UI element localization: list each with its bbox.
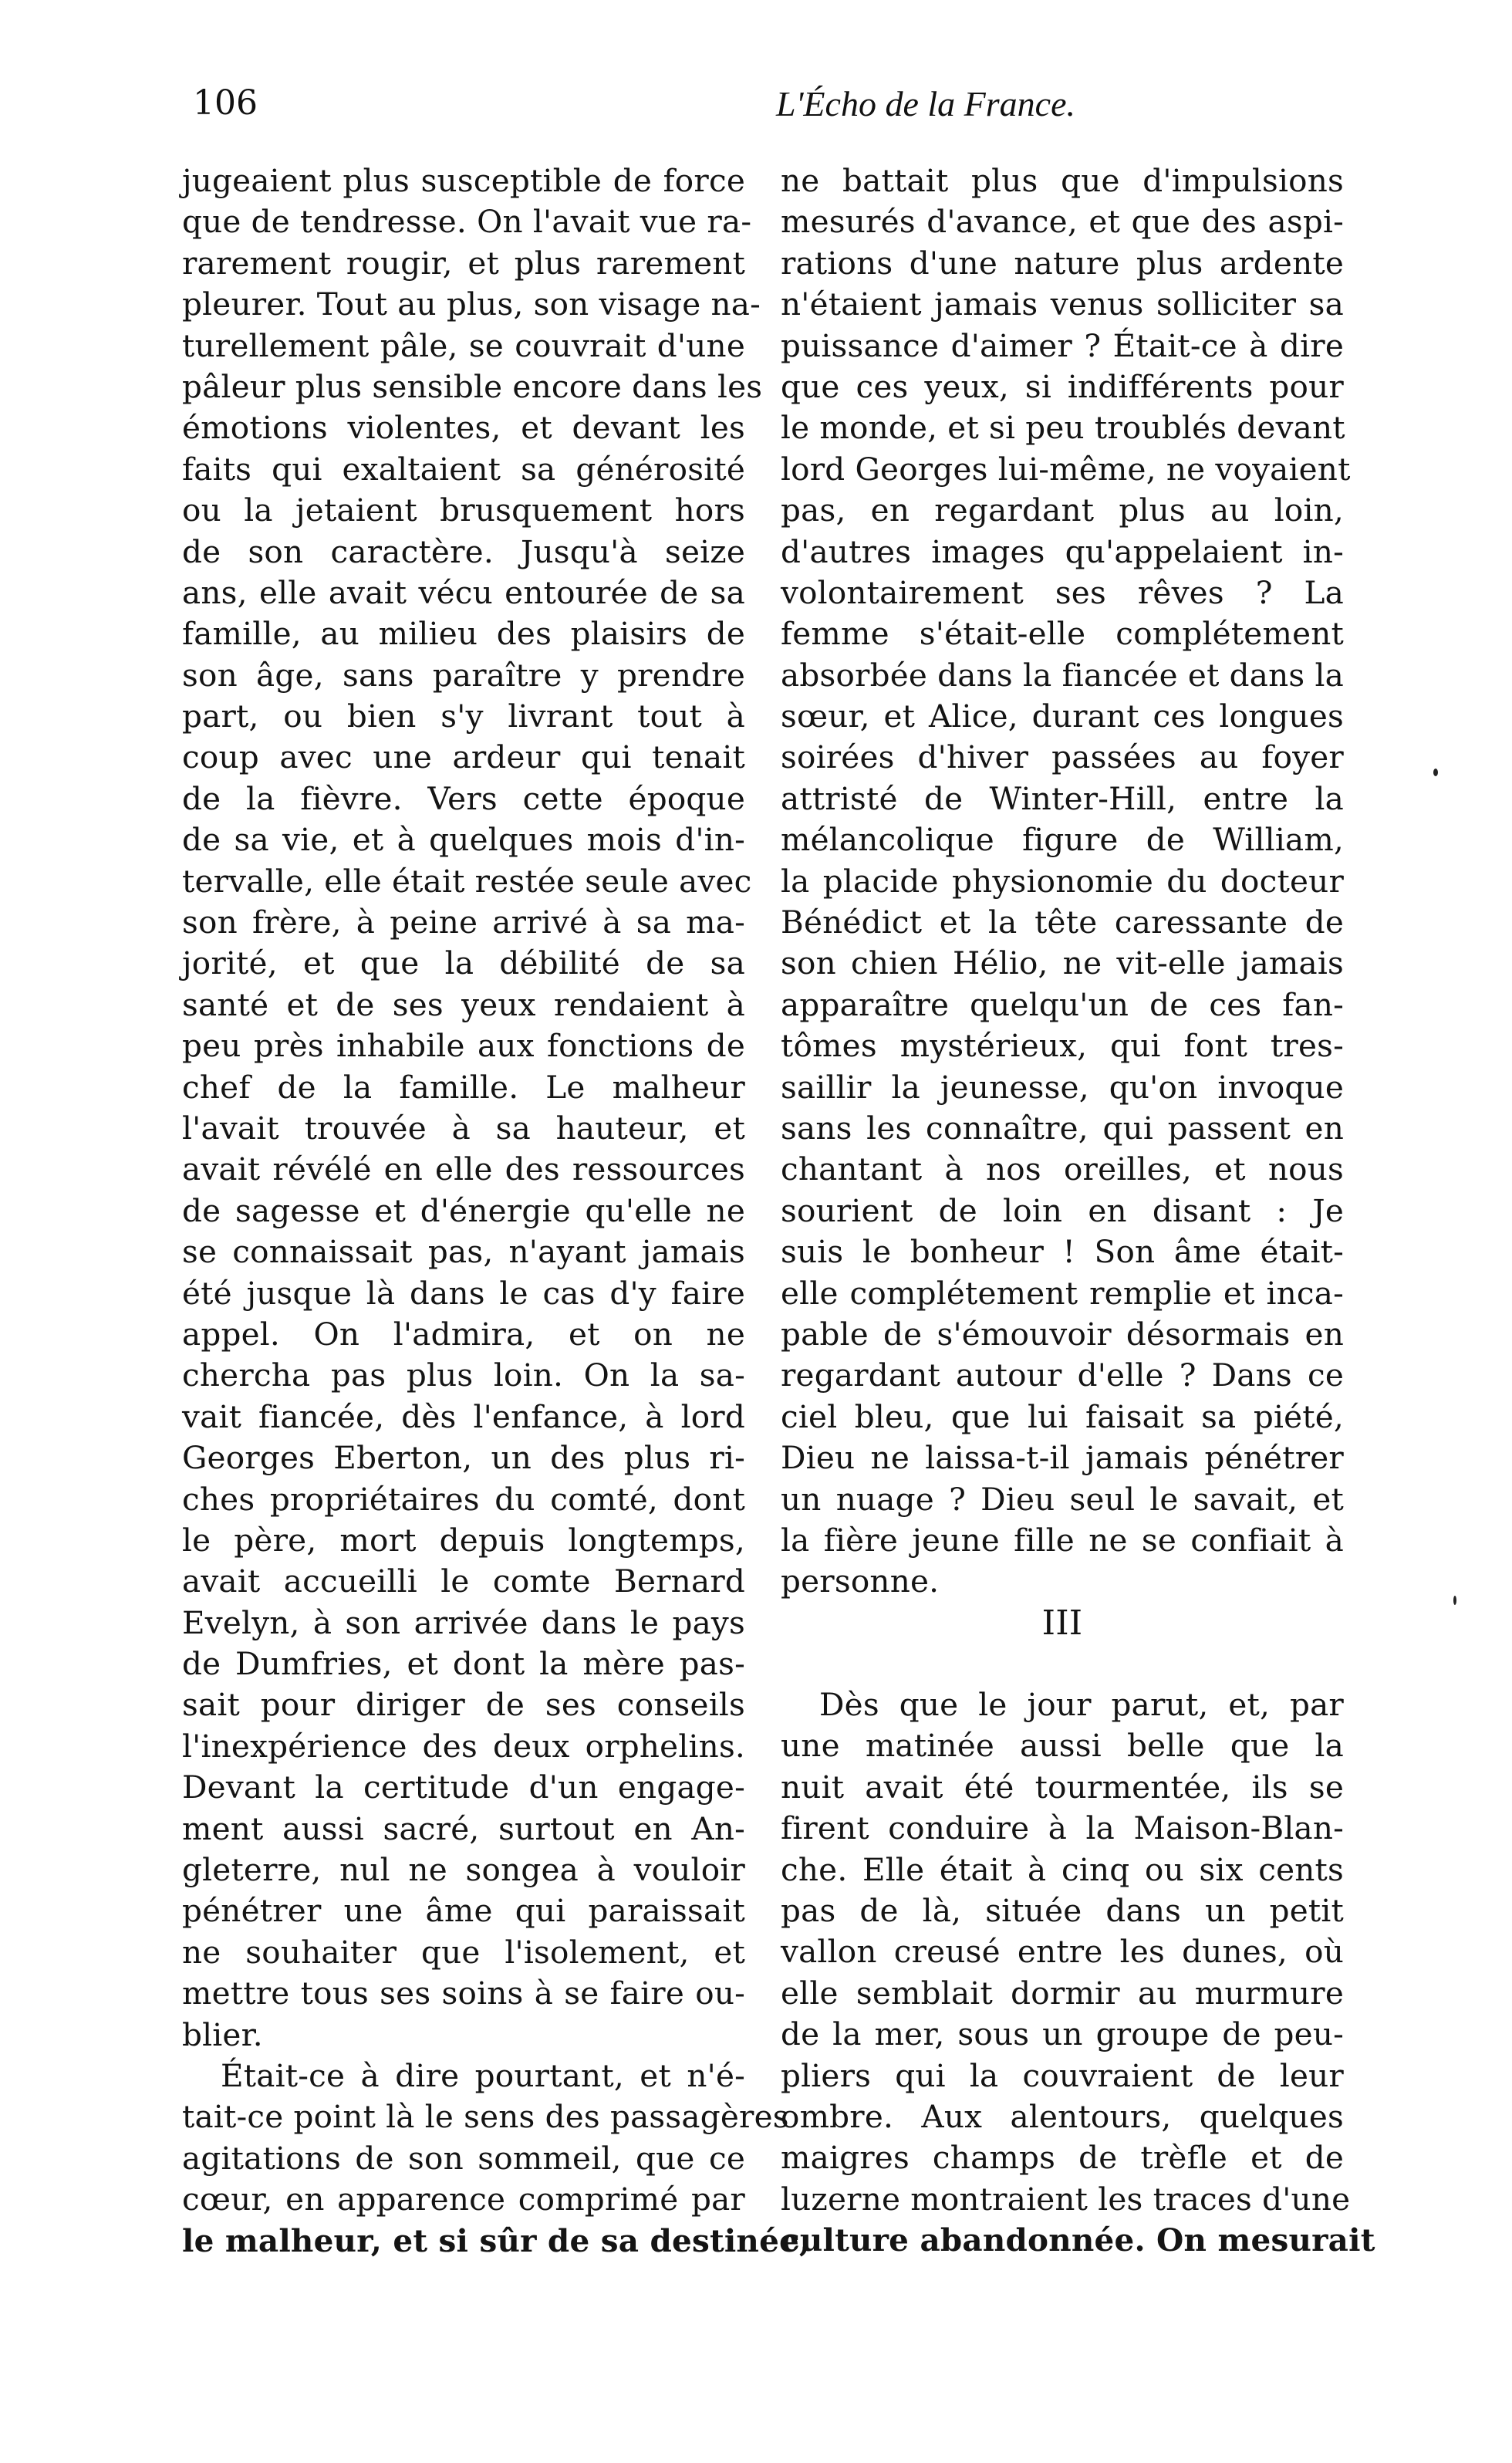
text-line: une matinée aussi belle que la <box>781 1727 1344 1765</box>
running-title: L'Écho de la France. <box>776 84 1075 123</box>
text-line: rations d'une nature plus ardente <box>781 244 1344 282</box>
text-line: absorbée dans la fiancée et dans la <box>781 656 1344 694</box>
text-line: che. Elle était à cinq ou six cents <box>781 1850 1344 1888</box>
text-line: ment aussi sacré, surtout en An- <box>182 1809 745 1847</box>
text-line: émotions violentes, et devant les <box>182 409 745 447</box>
text-line: de Dumfries, et dont la mère pas- <box>182 1645 745 1683</box>
text-line: attristé de Winter-Hill, entre la <box>781 779 1344 817</box>
text-line: pable de s'émouvoir désormais en <box>781 1315 1344 1353</box>
text-line: gleterre, nul ne songea à vouloir <box>182 1851 745 1889</box>
text-line: Était-ce à dire pourtant, et n'é- <box>221 2056 745 2094</box>
text-line: mettre tous ses soins à se faire ou- <box>182 1975 745 2012</box>
text-line: blier. <box>182 2015 263 2053</box>
right-column-top <box>781 160 1351 1603</box>
text-line: Bénédict et la tête caressante de <box>781 904 1344 941</box>
text-line: cœur, en apparence comprimé par <box>182 2181 745 2218</box>
text-line: Dès que le jour parut, et, par <box>819 1686 1344 1724</box>
text-line: tait-ce point là le sens des passagères <box>182 2098 789 2136</box>
text-line: mesurés d'avance, et que des aspi- <box>781 203 1344 241</box>
text-line: lord Georges lui-même, ne voyaient <box>781 450 1351 488</box>
right-column <box>781 160 1375 2262</box>
text-line: volontairement ses rêves ? La <box>781 573 1344 611</box>
text-line: jugeaient plus susceptible de force <box>182 162 745 199</box>
text-line: se connaissait pas, n'ayant jamais <box>182 1233 745 1271</box>
text-line: firent conduire à la Maison-Blan- <box>781 1809 1344 1847</box>
text-line: ne battait plus que d'impulsions <box>781 162 1344 199</box>
text-line: pas de là, située dans un petit <box>781 1892 1344 1930</box>
text-line: pénétrer une âme qui paraissait <box>182 1892 745 1930</box>
text-line: santé et de ses yeux rendaient à <box>182 985 745 1023</box>
text-line: sait pour diriger de ses conseils <box>182 1686 745 1724</box>
text-line: son chien Hélio, ne vit-elle jamais <box>781 944 1344 982</box>
text-line: ou la jetaient brusquement hors <box>182 492 745 529</box>
text-line: elle semblait dormir au murmure <box>781 1974 1344 2012</box>
text-line: luzerne montraient les traces d'une <box>781 2180 1351 2218</box>
text-line: un nuage ? Dieu seul le savait, et <box>781 1480 1344 1518</box>
text-line: été jusque là dans le cas d'y faire <box>182 1274 745 1312</box>
text-line: pas, en regardant plus au loin, <box>781 492 1344 529</box>
text-line: turellement pâle, se couvrait d'une <box>182 326 745 364</box>
text-line: avait accueilli le comte Bernard <box>182 1563 745 1600</box>
text-line: pliers qui la couvraient de leur <box>781 2056 1344 2094</box>
text-line: l'avait trouvée à sa hauteur, et <box>182 1109 745 1147</box>
text-line: coup avec une ardeur qui tenait <box>182 738 745 776</box>
text-line: l'inexpérience des deux orphelins. <box>182 1727 745 1765</box>
text-line: vallon creusé entre les dunes, où <box>781 1933 1344 1971</box>
text-line: que ces yeux, si indifférents pour <box>781 367 1344 405</box>
text-line: agitations de son sommeil, que ce <box>182 2139 745 2177</box>
text-line: elle complétement remplie et inca- <box>781 1274 1344 1312</box>
text-line: de son caractère. Jusqu'à seize <box>182 532 745 570</box>
text-line: chantant à nos oreilles, et nous <box>781 1150 1344 1188</box>
print-speck <box>1453 1596 1456 1605</box>
text-line: le père, mort depuis longtemps, <box>182 1521 745 1559</box>
text-line: de la mer, sous un groupe de peu- <box>781 2015 1344 2053</box>
text-line: Dieu ne laissa-t-il jamais pénétrer <box>781 1439 1344 1477</box>
text-line: vait fiancée, dès l'enfance, à lord <box>182 1397 745 1435</box>
text-line: part, ou bien s'y livrant tout à <box>182 698 745 735</box>
text-line: ciel bleu, que lui faisait sa piété, <box>781 1397 1344 1435</box>
text-line: nuit avait été tourmentée, ils se <box>781 1768 1344 1806</box>
right-column-bottom <box>781 1684 1375 2261</box>
left-column <box>182 160 811 2262</box>
text-line: Georges Eberton, un des plus ri- <box>182 1439 745 1477</box>
text-line: son âge, sans paraître y prendre <box>182 656 745 694</box>
print-speck <box>1433 769 1438 776</box>
text-line: Devant la certitude d'un engage- <box>182 1769 745 1806</box>
text-line: jorité, et que la débilité de sa <box>182 944 745 982</box>
page-header <box>193 83 1358 137</box>
text-line: rarement rougir, et plus rarement <box>182 244 745 282</box>
text-line: appel. On l'admira, et on ne <box>182 1315 745 1353</box>
text-line: de sagesse et d'énergie qu'elle ne <box>182 1191 745 1229</box>
text-line: femme s'était-elle complétement <box>781 615 1344 653</box>
text-line: de sa vie, et à quelques mois d'in- <box>182 821 745 859</box>
text-line: d'autres images qu'appelaient in- <box>781 532 1344 570</box>
text-line: maigres champs de trèfle et de <box>781 2139 1344 2177</box>
text-line: personne. <box>781 1563 940 1600</box>
text-line: la fière jeune fille ne se confiait à <box>781 1521 1344 1559</box>
text-line: le malheur, et si sûr de sa destinée, <box>182 2221 811 2259</box>
text-line: soirées d'hiver passées au foyer <box>781 738 1344 776</box>
text-line: sœur, et Alice, durant ces longues <box>781 698 1344 735</box>
text-line: famille, au milieu des plaisirs de <box>182 615 745 653</box>
text-line: de la fièvre. Vers cette époque <box>182 779 745 817</box>
text-line: avait révélé en elle des ressources <box>182 1150 745 1188</box>
text-line: ombre. Aux alentours, quelques <box>781 2097 1344 2135</box>
text-line: la placide physionomie du docteur <box>781 862 1344 900</box>
text-line: son frère, à peine arrivé à sa ma- <box>182 904 745 941</box>
text-line: saillir la jeunesse, qu'on invoque <box>781 1068 1344 1106</box>
text-line: sourient de loin en disant : Je <box>781 1191 1344 1229</box>
text-line: suis le bonheur ! Son âme était- <box>781 1233 1344 1271</box>
page-number: 106 <box>193 83 258 123</box>
text-line: n'étaient jamais venus solliciter sa <box>781 285 1344 323</box>
text-line: faits qui exaltaient sa générosité <box>182 450 745 488</box>
text-line: regardant autour d'elle ? Dans ce <box>781 1357 1344 1394</box>
text-line: sans les connaître, qui passent en <box>781 1109 1344 1147</box>
text-line: puissance d'aimer ? Était-ce à dire <box>781 326 1344 364</box>
text-line: peu près inhabile aux fonctions de <box>182 1027 745 1065</box>
text-line: tervalle, elle était restée seule avec <box>182 862 752 900</box>
text-line: chercha pas plus loin. On la sa- <box>182 1357 745 1394</box>
text-line: tômes mystérieux, qui font tres- <box>781 1027 1344 1065</box>
text-line: chef de la famille. Le malheur <box>182 1068 745 1106</box>
section-heading: III <box>1041 1603 1083 1643</box>
text-line: mélancolique figure de William, <box>781 821 1344 859</box>
text-line: pâleur plus sensible encore dans les <box>182 367 763 405</box>
text-line: ans, elle avait vécu entourée de sa <box>182 573 745 611</box>
text-line: que de tendresse. On l'avait vue ra- <box>182 203 752 241</box>
text-line: le monde, et si peu troublés devant <box>781 409 1345 447</box>
text-line: culture abandonnée. On mesurait <box>781 2221 1375 2259</box>
text-line: pleurer. Tout au plus, son visage na- <box>182 285 761 323</box>
text-line: ne souhaiter que l'isolement, et <box>182 1933 745 1971</box>
text-line: Evelyn, à son arrivée dans le pays <box>182 1603 745 1641</box>
text-line: apparaître quelqu'un de ces fan- <box>781 985 1344 1023</box>
text-line: ches propriétaires du comté, dont <box>182 1480 745 1518</box>
